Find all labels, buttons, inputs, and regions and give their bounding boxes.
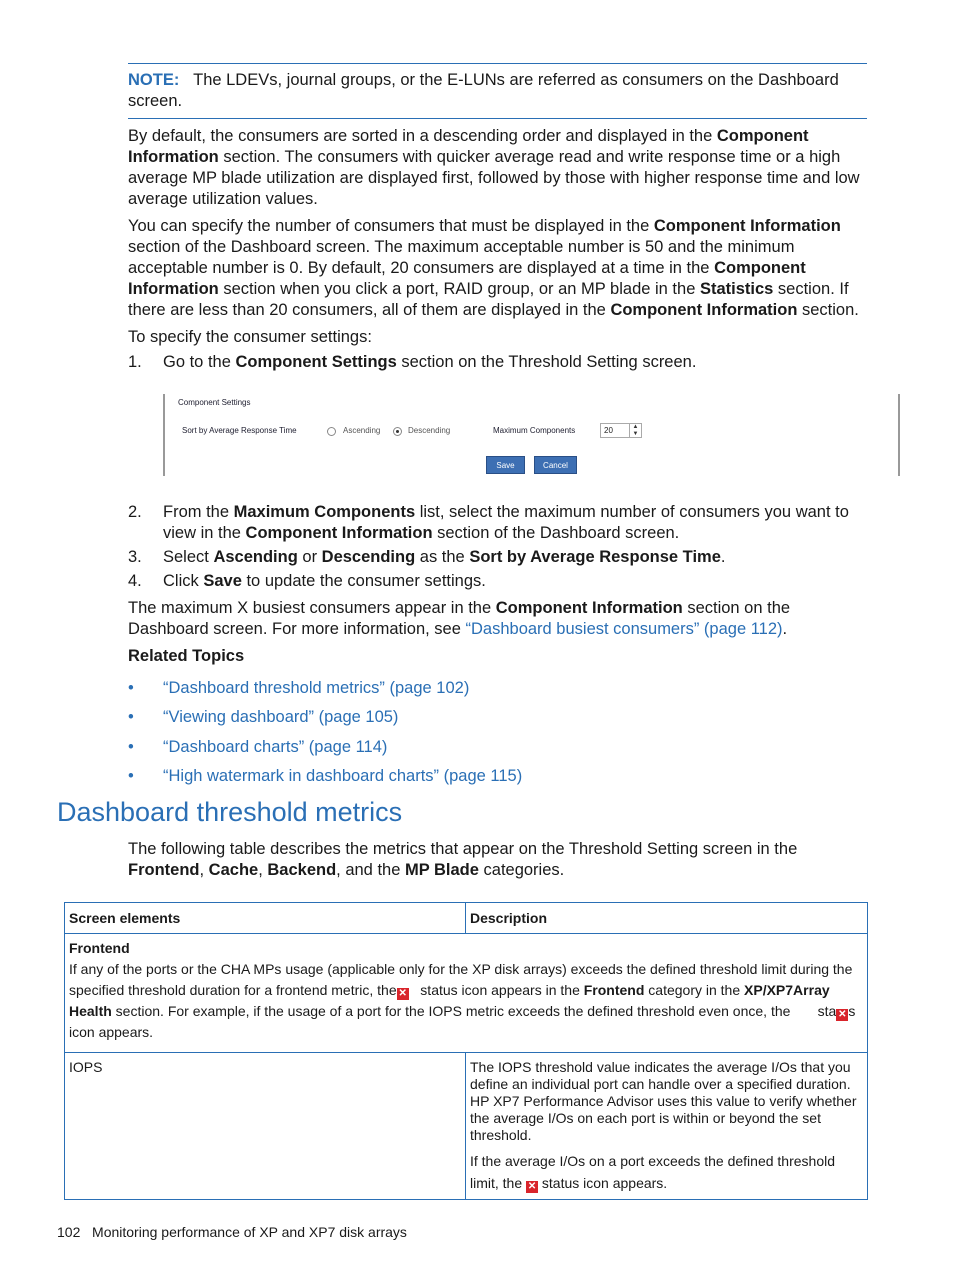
step-4-number: 4. [128,572,142,590]
save-button[interactable]: Save [486,456,525,474]
bold-term: Component Information [610,301,798,319]
frontend-title: Frontend [69,940,130,956]
component-settings-heading: Component Settings [178,398,251,407]
descending-label: Descending [408,426,451,435]
paragraph-consumer-count [128,216,868,321]
steps-intro: To specify the consumer settings: [128,328,372,346]
bold-term: Statistics [699,280,774,298]
bold-term: Cache [208,861,259,879]
step-2-text [163,502,868,544]
text: The following table describes the metrics that appear on the Threshold Setting screen in the [128,840,798,858]
text: From the [163,503,234,521]
bold-term: Component Information [653,217,841,235]
text: section on the Dashboard screen. For more information, see [128,599,791,638]
text: You can specify the number of consumers that must be displayed in the [128,217,654,235]
text: Select [163,548,214,566]
text: as the [415,548,470,566]
iops-name: IOPS [69,1059,103,1075]
step-1-number: 1. [128,353,142,371]
note [128,70,868,112]
bullet-icon: • [128,679,134,697]
component-settings-screenshot [163,393,900,477]
descending-radio[interactable] [393,427,402,436]
table-column-divider [465,903,466,933]
header-text: Description [470,910,548,926]
panel-border-right [898,394,900,476]
ascending-radio[interactable] [327,427,336,436]
maximum-components-input[interactable]: 20 [600,423,630,438]
text: , and the [336,861,405,879]
link-dashboard-threshold-metrics[interactable]: “Dashboard threshold metrics” (page 102) [163,679,470,697]
note-top-rule [128,63,867,64]
paragraph-default-sorting [128,126,868,210]
cancel-button[interactable]: Cancel [534,456,577,474]
text: section. For example, if the usage of a port for the IOPS metric exceeds the defined threshold even once, the [111,1003,795,1019]
note-text: The LDEVs, journal groups, or the E-LUNs are referred as consumers on the Dashboard screen. [128,71,839,110]
text: s icon appears. [69,1003,856,1040]
note-label: NOTE: [128,71,180,89]
critical-status-icon: ✕ [398,988,407,999]
text: categories. [478,861,565,879]
step-3-number: 3. [128,548,142,566]
bold-term: Maximum Components [233,503,416,521]
iops-description [470,1059,865,1194]
section-title: Dashboard threshold metrics [57,797,403,827]
table-column-divider [465,1052,466,1200]
bullet-icon: • [128,767,134,785]
text: . [782,620,788,638]
text: section of the Dashboard screen. [432,524,680,542]
sort-label: Sort by Average Response Time [182,426,297,435]
header-description [470,908,547,929]
related-topics-heading [128,646,868,667]
text: status icon appears in the [416,982,584,998]
header-screen-elements [69,908,180,929]
panel-border-left [163,394,165,476]
table-header-divider [65,933,867,934]
bold-term: Save [203,572,242,590]
text: section. The consumers with quicker average read and write response time or a high average MP blade utilization are displayed first, followed by those with higher response time and low average utilization values. [128,148,860,208]
bold-term: Component Information [128,259,806,298]
bold-term: Frontend [583,982,645,998]
text: Go to the [163,353,236,371]
ascending-label: Ascending [343,426,381,435]
iops-description-2 [470,1150,865,1194]
spinner-arrows-icon[interactable]: ▲ ▼ [630,423,642,438]
text: Click [163,572,204,590]
note-bottom-rule [128,118,867,119]
link-viewing-dashboard[interactable]: “Viewing dashboard” (page 105) [163,708,399,726]
table-row-divider [65,1052,867,1053]
critical-status-icon: ✕ [838,1009,847,1020]
footer-text: Monitoring performance of XP and XP7 disk arrays [92,1224,407,1240]
step-2-number: 2. [128,503,142,521]
link-dashboard-charts[interactable]: “Dashboard charts” (page 114) [163,738,388,756]
text: , [258,861,268,879]
text: section of the Dashboard screen. The maximum acceptable number is 50 and the minimum acceptable number is 0. By default, 20 consumers are displayed at a time in the [128,238,795,277]
bold-term: Descending [321,548,416,566]
text: status icon appears. [538,1175,668,1191]
step-4-text [163,571,868,592]
bold-term: Component Settings [235,353,397,371]
text: or [297,548,322,566]
text: list, select the maximum number of consumers you want to view in the [163,503,849,542]
page-footer [57,1222,407,1242]
bold-term: Backend [267,861,337,879]
text: . [720,548,726,566]
section-intro [128,839,868,881]
link-dashboard-busiest-consumers[interactable]: “Dashboard busiest consumers” (page 112) [465,620,783,638]
text: to update the consumer settings. [241,572,486,590]
maximum-components-label: Maximum Components [493,426,576,435]
bullet-icon: • [128,708,134,726]
bold-term: MP Blade [404,861,479,879]
bold-term: Component Information [245,524,433,542]
text: The maximum X busiest consumers appear in the [128,599,496,617]
frontend-row [69,938,867,1043]
bullet-icon: • [128,738,134,756]
text: category in the [644,982,745,998]
text: If the average I/Os on a port exceeds the defined threshold limit, the [470,1153,836,1191]
step-1-text [163,352,868,373]
bold-term: Component Information [128,127,809,166]
bold-term: Component Information [495,599,683,617]
bold-term: Frontend [128,861,200,879]
text: sta [817,1003,837,1019]
heading-text: Related Topics [128,647,245,665]
text: If any of the ports or the CHA MPs usage (applicable only for the XP disk arrays) exceeds the defined threshold limit during the specified threshold duration for a frontend metric, the [69,961,853,998]
text: , [199,861,209,879]
bold-term: XP/XP7Array Health [69,982,830,1019]
text: section. If there are less than 20 consumers, all of them are displayed in the [128,280,849,319]
text: By default, the consumers are sorted in a descending order and displayed in the [128,127,717,145]
bold-term: Sort by Average Response Time [469,548,721,566]
text: section. [797,301,859,319]
text: The IOPS threshold value indicates the average I/Os that you define an individual port can handle over a specified duration. HP XP7 Performance Advisor uses this value to verify whether the average I/Os on each port is within or beyond the set threshold. [470,1059,857,1143]
header-text: Screen elements [69,910,181,926]
link-high-watermark[interactable]: “High watermark in dashboard charts” (page 115) [163,767,523,785]
paragraph-busiest-consumers [128,598,868,640]
threshold-metrics-table [64,902,868,1200]
critical-status-icon: ✕ [527,1181,537,1192]
page-number: 102 [57,1224,81,1240]
text: section when you click a port, RAID group, or an MP blade in the [218,280,700,298]
step-3-text [163,547,868,568]
text: section on the Threshold Setting screen. [396,353,697,371]
bold-term: Ascending [213,548,298,566]
